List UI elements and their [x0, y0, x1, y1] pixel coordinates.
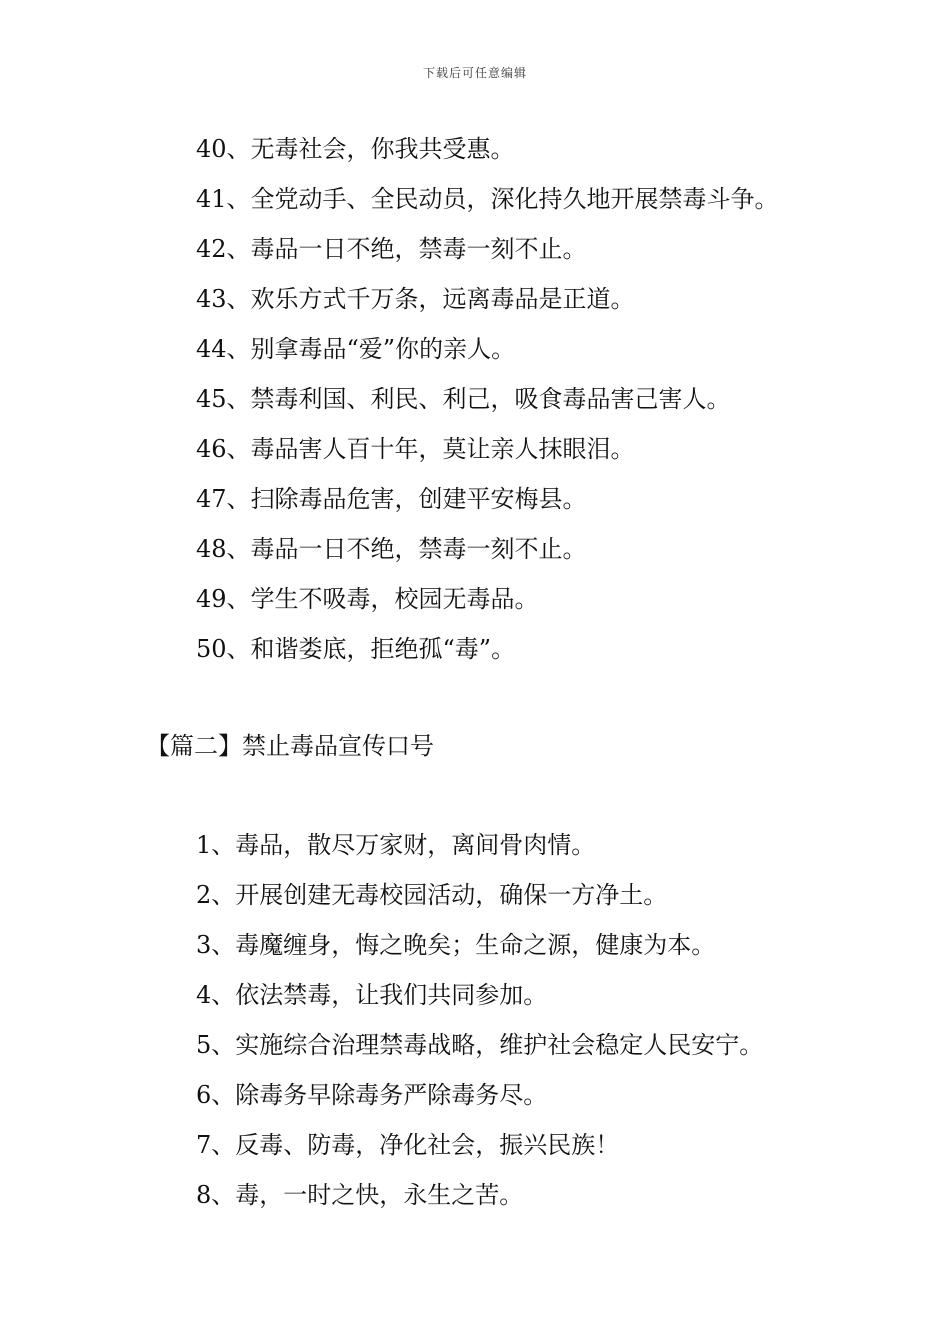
list-item: 40、无毒社会，你我共受惠。: [196, 135, 515, 163]
list-item: 1、毒品，散尽万家财，离间骨肉情。: [196, 831, 596, 859]
list-item: 49、学生不吸毒，校园无毒品。: [196, 585, 539, 613]
list-item: 6、除毒务早除毒务严除毒务尽。: [196, 1081, 548, 1109]
list-item: 45、禁毒利国、利民、利己，吸食毒品害己害人。: [196, 385, 731, 413]
list-item: 47、扫除毒品危害，创建平安梅县。: [196, 485, 587, 513]
list-item: 3、毒魔缠身，悔之晚矣；生命之源，健康为本。: [196, 931, 716, 959]
list-item: 42、毒品一日不绝，禁毒一刻不止。: [196, 235, 587, 263]
page-header: 下载后可任意编辑: [422, 66, 527, 80]
section-heading: 【篇二】禁止毒品宣传口号: [146, 732, 434, 760]
slogan-list-part1: [196, 124, 779, 674]
list-item: 2、开展创建无毒校园活动，确保一方净土。: [196, 881, 668, 909]
list-item: 5、实施综合治理禁毒战略，维护社会稳定人民安宁。: [196, 1031, 764, 1059]
list-item: 43、欢乐方式千万条，远离毒品是正道。: [196, 285, 635, 313]
slogan-list-part2: [196, 820, 763, 1220]
list-item: 7、反毒、防毒，净化社会，振兴民族！: [196, 1131, 620, 1159]
list-item: 41、全党动手、全民动员，深化持久地开展禁毒斗争。: [196, 185, 779, 213]
list-item: 46、毒品害人百十年，莫让亲人抹眼泪。: [196, 435, 635, 463]
list-item: 4、依法禁毒，让我们共同参加。: [196, 981, 548, 1009]
list-item: 48、毒品一日不绝，禁毒一刻不止。: [196, 535, 587, 563]
list-item: 44、别拿毒品“爱”你的亲人。: [196, 335, 516, 363]
list-item: 8、毒，一时之快，永生之苦。: [196, 1181, 524, 1209]
list-item: 50、和谐娄底，拒绝孤“毒”。: [196, 635, 516, 663]
